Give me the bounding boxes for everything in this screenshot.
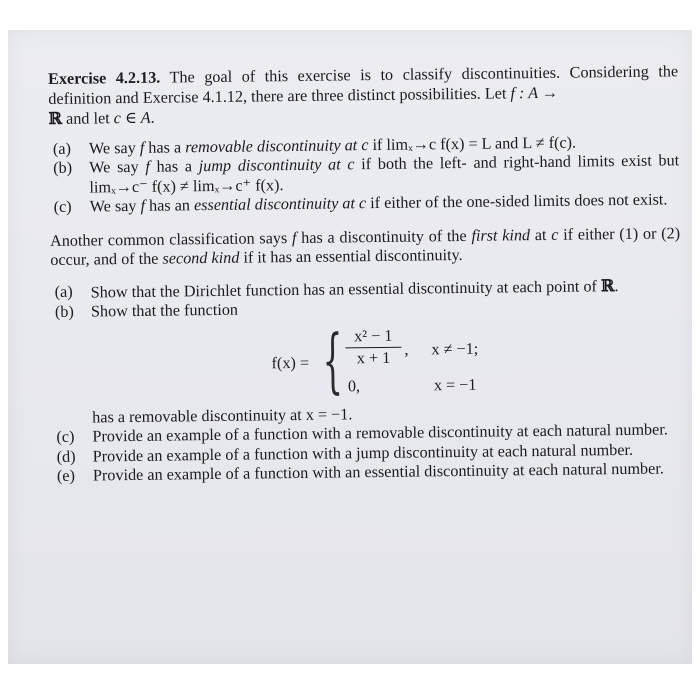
classification-c: c (551, 225, 559, 244)
intro-reals-symbol: ℝ (48, 108, 63, 128)
definition-a-post: if limₓ→c f(x) = L and L ≠ f(c). (368, 133, 577, 154)
formula-case-2: 0, (347, 376, 361, 395)
task-b-continuation: has a removable discontinuity at x = −1. (92, 404, 353, 426)
formula-numerator: x² − 1 (345, 326, 401, 348)
definition-c-term: essential discontinuity at c (193, 194, 367, 215)
task-b-text: Show that the function (90, 300, 239, 321)
task-a-reals-symbol: ℝ (600, 275, 615, 295)
intro-text-3: . (150, 108, 155, 127)
definition-a-f: f (139, 138, 145, 157)
classification-mid3: if either (1) or (2) occur, and of the (50, 223, 681, 269)
task-a-text: Show that the Dirichlet function has an essential discontinuity at each point of (90, 276, 602, 301)
task-label-e: (e) (56, 466, 76, 485)
task-e-text: Provide an example of a function with an essential discontinuity at each natural number. (92, 459, 664, 485)
formula-brace: { (322, 318, 344, 402)
formula-condition-2: x = −1 (433, 375, 477, 394)
definition-a-pre: We say (88, 138, 140, 158)
definition-b-f: f (145, 157, 150, 176)
intro-text-1: The goal of this exercise is to classify discontinuities. Considering the definition and Exercise 4.1.12, there are three distinct possibilities. Let (48, 62, 679, 108)
task-d-text: Provide an example of a function with a jump discontinuity at each natural number. (92, 440, 634, 465)
definition-a-term: removable discontinuity at c (185, 135, 369, 156)
classification-f: f (291, 228, 297, 247)
classification-first-kind: first kind (471, 225, 531, 245)
task-label-b: (b) (54, 302, 74, 321)
task-label-a: (a) (54, 282, 73, 301)
classification-paragraph (50, 224, 680, 271)
definition-c-pre: We say (89, 196, 141, 216)
formula-denominator: x + 1 (356, 348, 391, 368)
intro-function-notation: f : A → (510, 83, 559, 102)
definition-label-a: (a) (52, 139, 72, 158)
task-label-c: (c) (56, 427, 75, 446)
task-a-period: . (614, 276, 619, 295)
definition-label-c: (c) (53, 197, 72, 216)
formula-condition-1: x ≠ −1; (431, 339, 479, 358)
formula-fraction (345, 326, 402, 369)
classification-post: if it has an essential discontinuity. (239, 245, 463, 267)
definition-label-b: (b) (53, 158, 73, 177)
intro-c-in-a: c ∈ A (113, 108, 151, 128)
exercise-intro (48, 62, 679, 129)
definition-b-term: jump discontinuity at c (198, 155, 355, 176)
classification-mid2: at (529, 225, 552, 244)
definition-list (49, 132, 680, 218)
textbook-page (8, 30, 692, 664)
definition-a-mid: has a (144, 137, 186, 157)
classification-mid1: has a discontinuity of the (296, 226, 472, 247)
definition-b-pre: We say (89, 157, 146, 177)
task-list (51, 275, 683, 487)
classification-second-kind: second kind (162, 248, 240, 268)
classification-pre: Another common classification says (49, 228, 293, 250)
definition-c-f: f (140, 196, 146, 215)
piecewise-formula (51, 318, 682, 405)
definition-b-post: if both the left- and right-hand limits exist but limₓ→c⁻ f(x) ≠ limₓ→c⁺ f(x). (89, 151, 680, 197)
definition-c-mid: has an (144, 196, 195, 215)
definition-b-mid: has a (149, 157, 199, 176)
formula-comma: , (404, 340, 409, 359)
intro-text-2: and let (61, 109, 114, 128)
task-c-text: Provide an example of a function with a removable discontinuity at each natural number. (92, 420, 668, 446)
exercise-number: Exercise 4.2.13. (48, 68, 161, 88)
formula-lhs: f(x) = (271, 353, 310, 372)
exercise-content (48, 62, 683, 486)
definition-c-post: if either of the one-sided limits does not exist. (366, 190, 668, 213)
task-label-d: (d) (56, 447, 76, 466)
